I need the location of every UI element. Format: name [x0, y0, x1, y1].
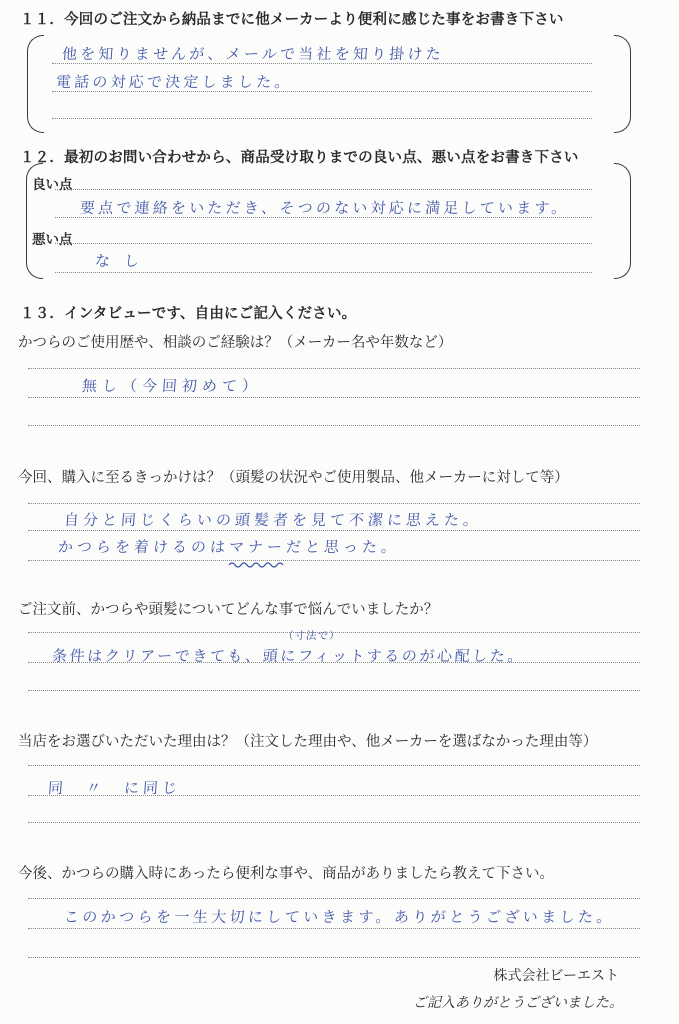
q12-bad-line-1 — [55, 243, 592, 244]
q11-title: １１．今回のご注文から納品までに他メーカーより便利に感じた事をお書き下さい — [20, 12, 564, 28]
bad-points-label: 悪い点 — [32, 232, 73, 248]
q12-good-line-2 — [55, 217, 592, 218]
q13-5-line-1 — [28, 898, 640, 899]
q13-3-line-2 — [28, 662, 640, 663]
q13-4-line-1 — [28, 765, 640, 766]
q13-1-line-3 — [28, 425, 640, 426]
q13-5-line-3 — [28, 957, 640, 958]
q11-answer-1: 他を知りませんが、メールで当社を知り掛けた — [61, 45, 445, 63]
q13-1-line-1 — [28, 368, 640, 369]
q12-bracket-right — [614, 163, 631, 279]
good-points-label: 良い点 — [32, 177, 73, 193]
q13-purchase-trigger-answer-2: かつらを着けるのはマナーだと思った。 — [57, 538, 401, 556]
q12-good-answer: 要点で連絡をいただき、そつのない対応に満足しています。 — [79, 199, 571, 217]
q11-answer-2: 電話の対応で決定しました。 — [55, 73, 294, 91]
q13-future-wishes-answer: このかつらを一生大切にしていきます。ありがとうございました。 — [63, 908, 616, 926]
company-name: 株式会社ビーエスト — [493, 968, 619, 984]
q13-4-line-2 — [28, 795, 640, 796]
q13-usage-history-answer: 無し（今回初めて） — [81, 377, 263, 395]
q13-2-line-3 — [28, 560, 640, 561]
q13-title: １３．インタビューです、自由にご記入ください。 — [20, 306, 357, 322]
q13-4-line-3 — [28, 822, 640, 823]
q11-bracket-left — [27, 35, 44, 133]
q13-purchase-trigger-question: 今回、購入に至るきっかけは？（頭髪の状況やご使用製品、他メーカーに対して等） — [18, 470, 569, 486]
q13-1-line-2 — [28, 397, 640, 398]
q13-store-choice-question: 当店をお選びいただいた理由は？（注文した理由や、他メーカーを選ばなかった理由等） — [18, 734, 598, 750]
q12-title: １２．最初のお問い合わせから、商品受け取りまでの良い点、悪い点をお書き下さい — [20, 150, 579, 166]
q13-concerns-answer: 条件はクリアーできても、頭にフィットするのが心配した。 — [51, 647, 526, 665]
q12-bad-answer: なし — [94, 252, 154, 270]
q13-concerns-annotation: （寸法で） — [282, 630, 341, 642]
q13-5-line-2 — [28, 928, 640, 929]
q13-usage-history-question: かつらのご使用歴や、相談のご経験は？（メーカー名や年数など） — [18, 335, 453, 351]
q13-concerns-question: ご注文前、かつらや頭髪についてどんな事で悩んでいましたか？ — [18, 602, 439, 618]
q13-3-line-3 — [28, 690, 640, 691]
emphasis-squiggle-underline — [228, 561, 286, 569]
q13-store-choice-answer: 同 〃 に同じ — [47, 779, 182, 797]
q13-future-wishes-question: 今後、かつらの購入時にあったら便利な事や、商品がありましたら教えて下さい。 — [18, 866, 555, 882]
q13-2-line-1 — [28, 503, 640, 504]
thank-you-message: ご記入ありがとうございました。 — [413, 995, 623, 1011]
q11-bracket-right — [614, 35, 631, 133]
q12-good-line-1 — [55, 189, 592, 190]
q11-answer-line-3 — [52, 118, 592, 119]
q13-purchase-trigger-answer-1: 自分と同じくらいの頭髪者を見て不潔に思えた。 — [63, 511, 483, 529]
q12-bad-line-2 — [55, 272, 592, 273]
q13-2-line-2 — [28, 530, 640, 531]
